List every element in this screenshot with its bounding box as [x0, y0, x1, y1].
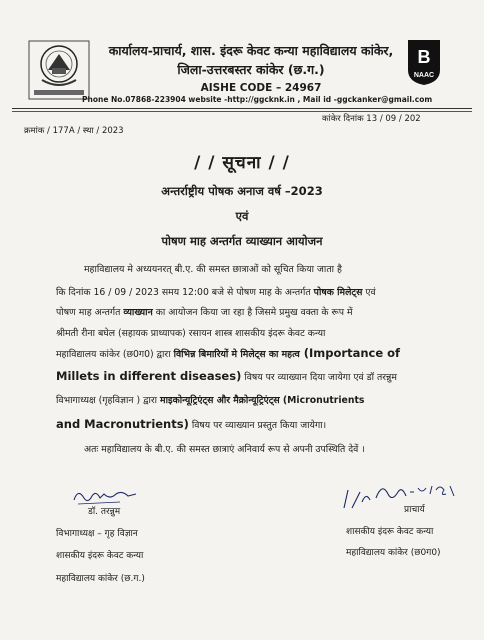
naac-label: NAAC [413, 72, 435, 79]
body-line-5 [56, 346, 446, 360]
body-line-3-text: पोषण माह अन्तर्गत [56, 307, 124, 318]
college-district: जिला-उत्तरबस्तर कांकेर (छ.ग.) [177, 62, 325, 77]
naac-badge-icon [404, 38, 444, 86]
body-line-2-bold: पोषक मिलेट्स [313, 287, 363, 298]
body-line-5-text: महाविद्यालय कांकेर (छ0ग0) द्वारा [56, 349, 174, 360]
body-line-7-bold: माइकोन्यूट्रिएंट्स और मैक्रोन्यूट्रिएंट्स (Micronutrients [160, 395, 365, 406]
principal-college-line1: शासकीय इंदरू केवट कन्या [346, 527, 434, 537]
header-divider [12, 108, 472, 109]
body-line-7 [56, 393, 446, 406]
notice-heading-3: पोषण माह अन्तर्गत व्याख्यान आयोजन [161, 234, 323, 248]
body-line-3 [56, 305, 446, 318]
hod-college-line1: शासकीय इंदरू केवट कन्या [56, 551, 144, 561]
college-emblem-icon [28, 40, 90, 104]
contact-line: Phone No.07868-223904 website -http://ggcknk.in , Mail id -ggckanker@gmail.com [82, 95, 433, 104]
naac-grade: B [417, 47, 431, 67]
naac-badge [404, 38, 444, 86]
body-line-8 [56, 417, 446, 431]
header-divider-thin [12, 111, 472, 112]
reference-number: क्रमांक / 177A / स्था / 2023 [24, 126, 124, 136]
body-line-3-bold: व्याख्यान [123, 307, 153, 318]
body-line-5-english: (Importance of [299, 346, 401, 360]
body-line-6 [56, 369, 446, 383]
body-line-8-text: विषय पर व्याख्यान प्रस्तुत किया जायेगा। [188, 420, 327, 431]
body-line-7-text: विभागाध्यक्ष (गृहविज्ञान ) द्वारा [56, 395, 161, 406]
body-line-2-text: कि दिनांक 16 / 09 / 2023 समय 12:00 बजे से पोषण माह के अन्तर्गत [56, 287, 314, 298]
notice-heading-2: एवं [235, 209, 249, 223]
hod-college-line2: महाविद्यालय कांकेर (छ.ग.) [56, 574, 145, 584]
college-name: कार्यालय-प्राचार्य, शास. इंदरू केवट कन्या महाविद्यालय कांकेर, [108, 43, 394, 58]
principal-signature [340, 478, 460, 514]
body-line-2-end: एवं [362, 287, 376, 298]
reference-date: कांकेर दिनांक 13 / 09 / 202 [322, 114, 421, 124]
aishe-code: AISHE CODE – 24967 [200, 82, 322, 94]
body-line-6-text: विषय पर व्याख्यान दिया जायेगा एवं डॉ तरन्नुम [241, 372, 397, 383]
hod-designation: विभागाध्यक्ष – गृह विज्ञान [56, 529, 138, 539]
body-line-6-english: Millets in different diseases) [56, 369, 242, 383]
hod-name: डॉ. तरन्नुम [88, 507, 121, 517]
principal-college-line2: महाविद्यालय कांकेर (छ0ग0) [346, 548, 441, 558]
notice-title: / / सूचना / / [194, 153, 290, 173]
body-line-3-end: का आयोजन किया जा रहा है जिसमे प्रमुख वक्ता के रूप में [152, 307, 353, 318]
body-line-5-bold: विभिन्न बिमारियों मे मिलेट्स का महत्व [173, 349, 300, 360]
body-line-8-english: and Macronutrients) [56, 417, 189, 431]
body-line-9: अतः महाविद्यालय के बी.ए. की समस्त छात्राएं अनिवार्य रूप से अपनी उपस्थिति देवें । [84, 444, 365, 455]
notice-heading-1: अन्तर्राष्ट्रीय पोषक अनाज वर्ष –2023 [161, 184, 323, 198]
body-line-2 [56, 285, 446, 298]
body-line-1: महाविद्यालय मे अध्ययनरत् बी.ए. की समस्त छात्राओं को सूचित किया जाता है [84, 264, 342, 275]
body-line-4: श्रीमती रीना बघेल (सहायक प्राध्यापक) रसायन शास्त्र शासकीय इंदरू केवट कन्या [56, 328, 326, 339]
principal-title: प्राचार्य [404, 505, 425, 515]
